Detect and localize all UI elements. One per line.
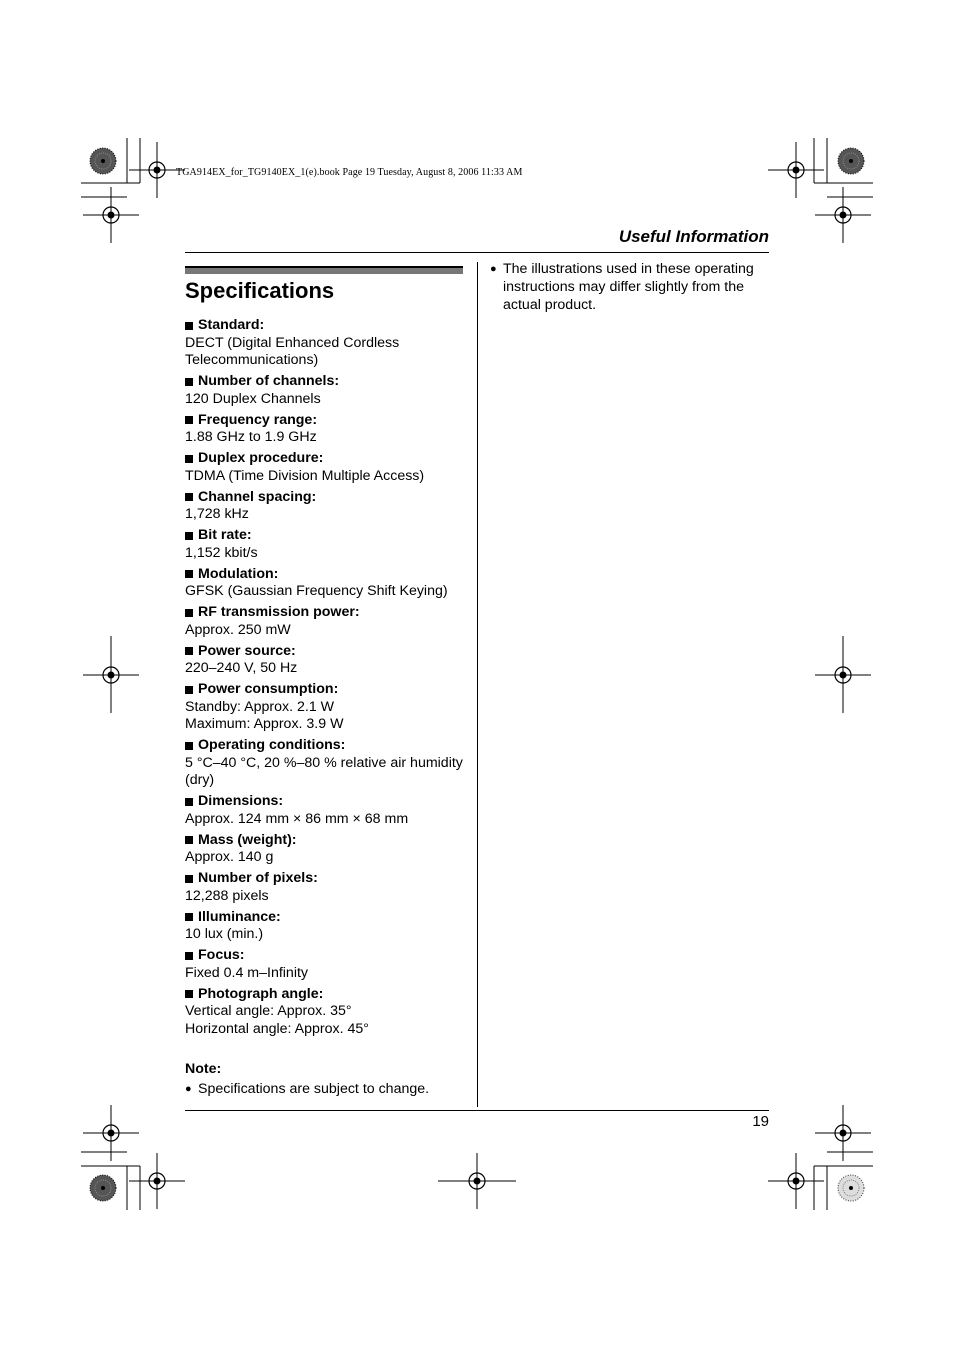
spec-value: 120 Duplex Channels	[185, 390, 321, 407]
spec-value: Horizontal angle: Approx. 45°	[185, 1020, 369, 1037]
square-bullet-icon	[185, 836, 193, 844]
spec-bit-rate	[185, 527, 465, 562]
spec-label: Frequency range:	[198, 411, 318, 428]
section-title: Useful Information	[618, 227, 769, 246]
spec-value: Approx. 124 mm × 86 mm × 68 mm	[185, 810, 409, 827]
spec-value: 10 lux (min.)	[185, 926, 264, 942]
spec-value: 1,728 kHz	[185, 506, 249, 522]
spec-value: 1,152 kbit/s	[185, 544, 258, 561]
spec-label: Dimensions:	[198, 793, 284, 809]
spec-label: Channel spacing:	[198, 488, 317, 505]
spec-channel-spacing	[185, 489, 465, 524]
square-bullet-icon	[185, 493, 193, 501]
spec-duplex-procedure	[185, 450, 465, 485]
square-bullet-icon	[185, 798, 193, 806]
spec-mass	[185, 832, 465, 867]
spec-value: 12,288 pixels	[185, 887, 269, 904]
spec-label: RF transmission power:	[198, 604, 360, 620]
spec-label: Operating conditions:	[198, 737, 346, 753]
note-item	[185, 1079, 429, 1099]
spec-standard	[185, 317, 465, 370]
spec-number-of-pixels	[185, 870, 465, 905]
spec-label: Number of channels:	[198, 373, 340, 389]
spec-label: Number of pixels:	[198, 870, 318, 886]
square-bullet-icon	[185, 990, 193, 998]
square-bullet-icon	[185, 609, 193, 617]
bullet-icon: ●	[185, 1083, 192, 1095]
heading-bar	[185, 266, 463, 274]
spec-power-source	[185, 643, 465, 678]
spec-dimensions	[185, 793, 465, 828]
column-divider	[477, 262, 478, 1107]
spec-operating-conditions	[185, 737, 465, 790]
square-bullet-icon	[185, 875, 193, 883]
spec-label: Modulation:	[198, 565, 279, 582]
spec-label: Bit rate:	[198, 527, 252, 543]
spec-photograph-angle	[185, 986, 465, 1039]
spec-value: Approx. 140 g	[185, 849, 274, 865]
spec-modulation	[185, 566, 465, 601]
spec-label: Power consumption:	[198, 681, 339, 697]
spec-value: 5 °C–40 °C, 20 %–80 % relative air humidity (dry)	[185, 754, 463, 788]
note-section	[185, 1059, 429, 1099]
spec-focus	[185, 947, 465, 982]
spec-label: Illuminance:	[198, 908, 281, 925]
spec-label: Duplex procedure:	[198, 450, 324, 466]
square-bullet-icon	[185, 570, 193, 578]
note-title: Note:	[185, 1061, 222, 1077]
spec-power-consumption	[185, 681, 465, 734]
square-bullet-icon	[185, 742, 193, 750]
spec-value: Maximum: Approx. 3.9 W	[185, 716, 344, 732]
spec-number-of-channels	[185, 373, 465, 408]
square-bullet-icon	[185, 913, 193, 921]
bullet-icon: ●	[490, 263, 497, 275]
spec-value: Standby: Approx. 2.1 W	[185, 698, 335, 715]
spec-label: Focus:	[198, 947, 245, 963]
square-bullet-icon	[185, 455, 193, 463]
spec-value: TDMA (Time Division Multiple Access)	[185, 467, 425, 484]
spec-label: Standard:	[198, 317, 265, 333]
specifications-list	[185, 317, 465, 1042]
right-column-item	[490, 261, 770, 314]
footer-rule	[185, 1110, 769, 1111]
spec-label: Mass (weight):	[198, 831, 297, 848]
square-bullet-icon	[185, 378, 193, 386]
right-column-text: The illustrations used in these operating instructions may differ slightly from the actual product.	[503, 261, 754, 313]
square-bullet-icon	[185, 647, 193, 655]
spec-value: GFSK (Gaussian Frequency Shift Keying)	[185, 583, 448, 599]
spec-value: 220–240 V, 50 Hz	[185, 660, 298, 676]
square-bullet-icon	[185, 322, 193, 330]
spec-label: Photograph angle:	[198, 985, 324, 1002]
square-bullet-icon	[185, 416, 193, 424]
square-bullet-icon	[185, 532, 193, 540]
spec-illuminance	[185, 909, 465, 944]
spec-value: DECT (Digital Enhanced Cordless Telecommunications)	[185, 334, 400, 368]
print-header: TGA914EX_for_TG9140EX_1(e).book Page 19 Tuesday, August 8, 2006 11:33 AM	[176, 167, 523, 178]
header-rule	[185, 252, 769, 253]
spec-label: Power source:	[198, 642, 296, 659]
spec-frequency-range	[185, 412, 465, 447]
spec-value: Approx. 250 mW	[185, 621, 291, 638]
spec-value: 1.88 GHz to 1.9 GHz	[185, 429, 317, 445]
page-heading: Specifications	[185, 278, 335, 303]
spec-value: Fixed 0.4 m–Infinity	[185, 964, 309, 981]
page-number: 19	[752, 1113, 769, 1130]
note-text: Specifications are subject to change.	[198, 1081, 430, 1097]
spec-rf-transmission-power	[185, 604, 465, 639]
square-bullet-icon	[185, 686, 193, 694]
square-bullet-icon	[185, 952, 193, 960]
spec-value: Vertical angle: Approx. 35°	[185, 1003, 352, 1019]
